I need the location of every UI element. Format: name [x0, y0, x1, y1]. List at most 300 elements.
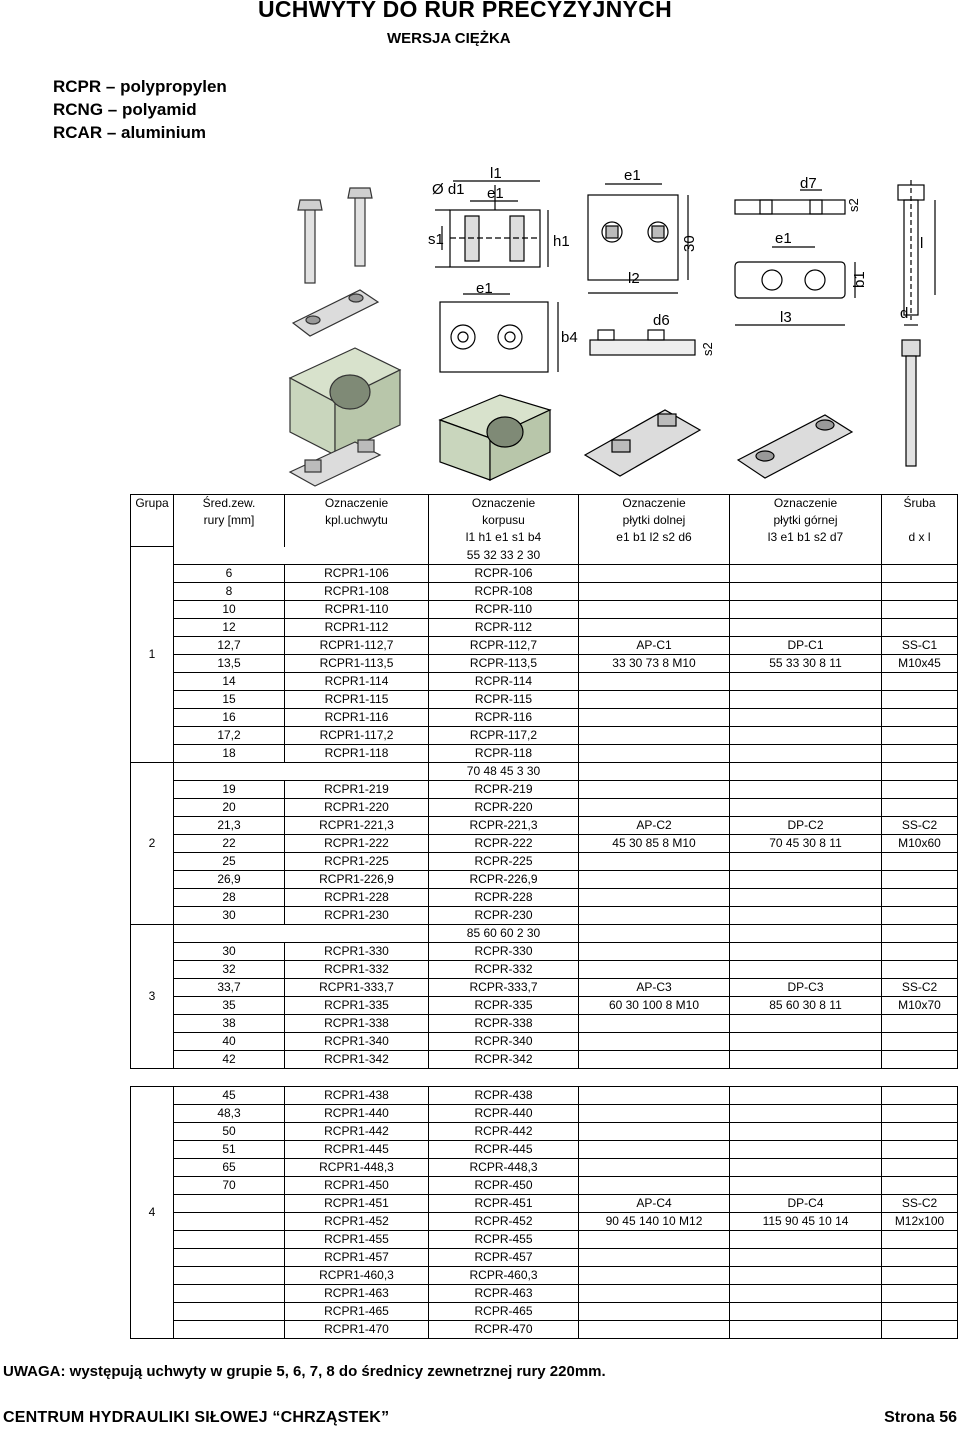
table-row [131, 1140, 958, 1158]
body-code-cell: RCPR-112 [429, 618, 579, 636]
screw-cell [882, 888, 958, 906]
bottom-plate-cell [579, 942, 730, 960]
bottom-plate-cell [579, 690, 730, 708]
body-dims-cell: 70 48 45 3 30 [429, 762, 579, 780]
dims-row [131, 547, 958, 565]
body-dims-cell: 55 32 33 2 30 [429, 547, 579, 565]
bottom-plate-cell [579, 1230, 730, 1248]
table-row [131, 1176, 958, 1194]
body-code-cell: RCPR-113,5 [429, 654, 579, 672]
set-code-cell: RCPR1-445 [285, 1140, 429, 1158]
material-item: RCPR – polypropylen [53, 77, 227, 96]
screw-cell [882, 1050, 958, 1068]
body-code-cell: RCPR-220 [429, 798, 579, 816]
header-cell: płytki górnej [730, 512, 882, 529]
header-cell: Oznaczenie [730, 495, 882, 513]
screw-cell [882, 1176, 958, 1194]
diameter-cell: 30 [174, 906, 285, 924]
set-code-cell: RCPR1-330 [285, 942, 429, 960]
table-row [131, 1014, 958, 1032]
header-cell: kpl.uchwytu [285, 512, 429, 529]
top-plate-cell [730, 870, 882, 888]
body-code-cell: RCPR-221,3 [429, 816, 579, 834]
header-row [131, 529, 958, 547]
set-code-cell: RCPR1-116 [285, 708, 429, 726]
table-row [131, 744, 958, 762]
table-row [131, 960, 958, 978]
diameter-cell: 32 [174, 960, 285, 978]
bottom-plate-cell [579, 1248, 730, 1266]
set-code-cell: RCPR1-455 [285, 1230, 429, 1248]
label-b4: b4 [561, 329, 578, 346]
diameter-cell [174, 1284, 285, 1302]
top-plate-cell: 115 90 45 10 14 [730, 1212, 882, 1230]
diameter-cell: 10 [174, 600, 285, 618]
table-row [131, 1086, 958, 1104]
diameter-cell: 40 [174, 1032, 285, 1050]
group-cell: 1 [131, 547, 174, 763]
top-plate-cell: DP-C2 [730, 816, 882, 834]
bottom-plate-cell [579, 708, 730, 726]
top-plate-cell: 85 60 30 8 11 [730, 996, 882, 1014]
screw-cell [882, 870, 958, 888]
table-row [131, 852, 958, 870]
bottom-plate-cell [579, 582, 730, 600]
label-e1: e1 [487, 185, 504, 202]
top-plate-drawing [735, 190, 855, 478]
top-plate-cell [730, 1140, 882, 1158]
top-plate-cell [730, 1302, 882, 1320]
header-cell: l3 e1 b1 s2 d7 [730, 529, 882, 547]
set-code-cell: RCPR1-222 [285, 834, 429, 852]
screw-cell [882, 600, 958, 618]
table-row [131, 636, 958, 654]
set-code-cell: RCPR1-335 [285, 996, 429, 1014]
set-code-cell: RCPR1-463 [285, 1284, 429, 1302]
screw-cell [882, 726, 958, 744]
bottom-plate-cell [579, 618, 730, 636]
diameter-cell [174, 1266, 285, 1284]
top-plate-cell [730, 582, 882, 600]
set-code-cell: RCPR1-220 [285, 798, 429, 816]
diameter-cell: 20 [174, 798, 285, 816]
bottom-plate-cell [579, 1284, 730, 1302]
top-plate-cell [730, 798, 882, 816]
bottom-plate-cell [579, 870, 730, 888]
header-cell: Śruba [882, 495, 958, 513]
top-plate-cell: 70 45 30 8 11 [730, 834, 882, 852]
screw-cell [882, 780, 958, 798]
set-code-cell: RCPR1-118 [285, 744, 429, 762]
screw-cell [882, 942, 958, 960]
diameter-cell: 22 [174, 834, 285, 852]
bottom-plate-cell [579, 726, 730, 744]
top-plate-cell [730, 888, 882, 906]
table-row [131, 1284, 958, 1302]
body-code-cell: RCPR-335 [429, 996, 579, 1014]
material-item: RCNG – polyamid [53, 100, 197, 119]
clamp-specification-table [130, 494, 958, 1339]
bottom-plate-cell [579, 1176, 730, 1194]
diameter-cell: 28 [174, 888, 285, 906]
screw-cell: SS-C1 [882, 636, 958, 654]
screw-cell: SS-C2 [882, 816, 958, 834]
set-code-cell: RCPR1-113,5 [285, 654, 429, 672]
diameter-cell: 14 [174, 672, 285, 690]
body-code-cell: RCPR-225 [429, 852, 579, 870]
label-l2: l2 [628, 270, 640, 287]
table-cell [730, 762, 882, 780]
screw-cell [882, 1248, 958, 1266]
body-code-cell: RCPR-108 [429, 582, 579, 600]
top-plate-cell [730, 906, 882, 924]
table-row [131, 708, 958, 726]
screw-cell [882, 1122, 958, 1140]
table-row [131, 1050, 958, 1068]
screw-cell [882, 798, 958, 816]
screw-cell [882, 744, 958, 762]
top-plate-cell [730, 564, 882, 582]
body-code-cell: RCPR-450 [429, 1176, 579, 1194]
body-section-drawing [435, 181, 558, 480]
screw-cell [882, 1302, 958, 1320]
bottom-plate-cell [579, 1158, 730, 1176]
diameter-cell: 65 [174, 1158, 285, 1176]
label-s2: s2 [700, 342, 715, 356]
top-plate-cell [730, 1158, 882, 1176]
body-code-cell: RCPR-332 [429, 960, 579, 978]
diameter-cell: 42 [174, 1050, 285, 1068]
table-cell [730, 924, 882, 942]
label-l3: l3 [780, 309, 792, 326]
set-code-cell: RCPR1-114 [285, 672, 429, 690]
table-cell [882, 547, 958, 565]
body-code-cell: RCPR-333,7 [429, 978, 579, 996]
bottom-plate-cell: AP-C4 [579, 1194, 730, 1212]
diameter-cell: 26,9 [174, 870, 285, 888]
set-code-cell: RCPR1-225 [285, 852, 429, 870]
label-d: d [900, 305, 909, 322]
top-plate-cell [730, 726, 882, 744]
body-code-cell: RCPR-222 [429, 834, 579, 852]
diameter-cell: 50 [174, 1122, 285, 1140]
table-row [131, 1266, 958, 1284]
set-code-cell: RCPR1-112,7 [285, 636, 429, 654]
bottom-plate-cell [579, 798, 730, 816]
header-cell [174, 529, 285, 547]
header-cell [285, 529, 429, 547]
note-text: UWAGA: występują uchwyty w grupie 5, 6, 7, 8 do średnicy zewnetrznej rury 220mm. [3, 1363, 606, 1380]
diameter-cell: 25 [174, 852, 285, 870]
table-cell [882, 762, 958, 780]
top-plate-cell [730, 1248, 882, 1266]
table-row [131, 996, 958, 1014]
table-cell [285, 547, 429, 565]
screw-cell: M10x60 [882, 834, 958, 852]
set-code-cell: RCPR1-230 [285, 906, 429, 924]
set-code-cell: RCPR1-457 [285, 1248, 429, 1266]
label-e1-plan: e1 [476, 280, 493, 297]
label-s2-top: s2 [846, 198, 861, 212]
label-h1: h1 [553, 233, 570, 250]
table-row [131, 834, 958, 852]
set-code-cell: RCPR1-221,3 [285, 816, 429, 834]
set-code-cell: RCPR1-451 [285, 1194, 429, 1212]
bottom-plate-cell [579, 744, 730, 762]
table-cell [285, 924, 429, 942]
diameter-cell: 19 [174, 780, 285, 798]
header-cell [131, 512, 174, 529]
screw-cell [882, 960, 958, 978]
diameter-cell: 12,7 [174, 636, 285, 654]
header-row [131, 512, 958, 529]
body-code-cell: RCPR-442 [429, 1122, 579, 1140]
set-code-cell: RCPR1-117,2 [285, 726, 429, 744]
bottom-plate-cell [579, 888, 730, 906]
label-l1: l1 [490, 165, 502, 182]
body-code-cell: RCPR-118 [429, 744, 579, 762]
bottom-plate-cell [579, 1122, 730, 1140]
header-cell: płytki dolnej [579, 512, 730, 529]
set-code-cell: RCPR1-342 [285, 1050, 429, 1068]
set-code-cell: RCPR1-442 [285, 1122, 429, 1140]
diameter-cell: 15 [174, 690, 285, 708]
body-code-cell: RCPR-438 [429, 1086, 579, 1104]
diameter-cell [174, 1320, 285, 1338]
diameter-cell: 18 [174, 744, 285, 762]
table-cell [730, 547, 882, 565]
table-row [131, 1320, 958, 1338]
set-code-cell: RCPR1-226,9 [285, 870, 429, 888]
diameter-cell: 70 [174, 1176, 285, 1194]
header-cell: l1 h1 e1 s1 b4 [429, 529, 579, 547]
clamp-assembly-illustration [290, 188, 400, 486]
set-code-cell: RCPR1-110 [285, 600, 429, 618]
screw-cell [882, 1320, 958, 1338]
table-cell [285, 762, 429, 780]
top-plate-cell [730, 672, 882, 690]
top-plate-cell [730, 744, 882, 762]
screw-cell [882, 690, 958, 708]
bottom-plate-cell [579, 1086, 730, 1104]
materials-list [53, 75, 227, 144]
screw-cell: M10x70 [882, 996, 958, 1014]
table-cell [579, 762, 730, 780]
body-code-cell: RCPR-114 [429, 672, 579, 690]
header-cell: Oznaczenie [285, 495, 429, 513]
body-code-cell: RCPR-465 [429, 1302, 579, 1320]
screw-cell: SS-C2 [882, 1194, 958, 1212]
screw-cell [882, 1158, 958, 1176]
top-plate-cell: DP-C4 [730, 1194, 882, 1212]
table-row [131, 726, 958, 744]
set-code-cell: RCPR1-440 [285, 1104, 429, 1122]
label-s1: s1 [428, 231, 444, 248]
table-row [131, 1248, 958, 1266]
set-code-cell: RCPR1-465 [285, 1302, 429, 1320]
dims-row [131, 762, 958, 780]
screw-cell: M10x45 [882, 654, 958, 672]
bottom-plate-cell [579, 960, 730, 978]
top-plate-cell [730, 780, 882, 798]
top-plate-cell [730, 1284, 882, 1302]
table-row [131, 672, 958, 690]
body-code-cell: RCPR-226,9 [429, 870, 579, 888]
drawings-area [0, 160, 960, 490]
top-plate-cell: DP-C3 [730, 978, 882, 996]
label-e1-top: e1 [775, 230, 792, 247]
header-row [131, 495, 958, 513]
table-row [131, 1230, 958, 1248]
diameter-cell: 45 [174, 1086, 285, 1104]
set-code-cell: RCPR1-115 [285, 690, 429, 708]
screw-cell [882, 582, 958, 600]
table-cell [174, 547, 285, 565]
screw-cell: SS-C2 [882, 978, 958, 996]
bottom-plate-cell: 60 30 100 8 M10 [579, 996, 730, 1014]
bottom-plate-cell [579, 600, 730, 618]
header-cell: e1 b1 l2 s2 d6 [579, 529, 730, 547]
body-code-cell: RCPR-106 [429, 564, 579, 582]
diameter-cell: 8 [174, 582, 285, 600]
screw-cell [882, 1266, 958, 1284]
table-row [131, 1302, 958, 1320]
set-code-cell: RCPR1-228 [285, 888, 429, 906]
table-row [131, 798, 958, 816]
diameter-cell: 35 [174, 996, 285, 1014]
bottom-plate-cell: 33 30 73 8 M10 [579, 654, 730, 672]
diameter-cell: 38 [174, 1014, 285, 1032]
body-code-cell: RCPR-470 [429, 1320, 579, 1338]
bottom-plate-cell: AP-C3 [579, 978, 730, 996]
table-row [131, 690, 958, 708]
diameter-cell: 21,3 [174, 816, 285, 834]
table-row [131, 942, 958, 960]
group-cell: 2 [131, 762, 174, 924]
bottom-plate-cell: AP-C1 [579, 636, 730, 654]
screw-cell [882, 564, 958, 582]
set-code-cell: RCPR1-460,3 [285, 1266, 429, 1284]
page-number: Strona 56 [884, 1409, 957, 1426]
material-item: RCAR – aluminium [53, 123, 207, 142]
bottom-plate-cell [579, 1014, 730, 1032]
diameter-cell: 48,3 [174, 1104, 285, 1122]
top-plate-cell [730, 1266, 882, 1284]
header-cell: d x l [882, 529, 958, 547]
screw-cell: M12x100 [882, 1212, 958, 1230]
table-cell [882, 924, 958, 942]
body-code-cell: RCPR-115 [429, 690, 579, 708]
body-code-cell: RCPR-230 [429, 906, 579, 924]
group-cell: 4 [131, 1086, 174, 1338]
group-gap [131, 1068, 958, 1086]
set-code-cell: RCPR1-338 [285, 1014, 429, 1032]
top-plate-cell [730, 708, 882, 726]
table-cell [174, 762, 285, 780]
diameter-cell: 33,7 [174, 978, 285, 996]
table-row [131, 618, 958, 636]
top-plate-cell: 55 33 30 8 11 [730, 654, 882, 672]
screw-cell [882, 906, 958, 924]
diameter-cell [174, 1194, 285, 1212]
label-30: 30 [681, 235, 698, 252]
header-cell [131, 529, 174, 547]
top-plate-cell [730, 1104, 882, 1122]
bottom-plate-cell [579, 780, 730, 798]
top-plate-cell [730, 960, 882, 978]
bottom-plate-cell [579, 672, 730, 690]
body-code-cell: RCPR-219 [429, 780, 579, 798]
header-cell: Oznaczenie [429, 495, 579, 513]
table-row [131, 816, 958, 834]
table-row [131, 1212, 958, 1230]
body-code-cell: RCPR-117,2 [429, 726, 579, 744]
diameter-cell [174, 1302, 285, 1320]
top-plate-cell [730, 1050, 882, 1068]
diameter-cell: 17,2 [174, 726, 285, 744]
bottom-plate-drawing [585, 184, 700, 476]
screw-cell [882, 618, 958, 636]
table-row [131, 906, 958, 924]
dims-row [131, 924, 958, 942]
set-code-cell: RCPR1-452 [285, 1212, 429, 1230]
body-code-cell: RCPR-440 [429, 1104, 579, 1122]
body-code-cell: RCPR-463 [429, 1284, 579, 1302]
screw-cell [882, 1032, 958, 1050]
set-code-cell: RCPR1-340 [285, 1032, 429, 1050]
table-row [131, 1158, 958, 1176]
set-code-cell: RCPR1-108 [285, 582, 429, 600]
header-cell [882, 512, 958, 529]
label-b1: b1 [851, 271, 868, 288]
screw-cell [882, 708, 958, 726]
top-plate-cell: DP-C1 [730, 636, 882, 654]
screw-cell [882, 1086, 958, 1104]
table-cell [579, 924, 730, 942]
table-row [131, 600, 958, 618]
body-code-cell: RCPR-330 [429, 942, 579, 960]
bottom-plate-cell [579, 1302, 730, 1320]
label-d7: d7 [800, 175, 817, 192]
top-plate-cell [730, 690, 882, 708]
diameter-cell: 12 [174, 618, 285, 636]
set-code-cell: RCPR1-333,7 [285, 978, 429, 996]
diameter-cell: 6 [174, 564, 285, 582]
screw-cell [882, 1284, 958, 1302]
gap-cell [131, 1068, 958, 1086]
screw-cell [882, 1140, 958, 1158]
bottom-plate-cell [579, 852, 730, 870]
header-cell: Oznaczenie [579, 495, 730, 513]
body-code-cell: RCPR-452 [429, 1212, 579, 1230]
page-subtitle: WERSJA CIĘŻKA [387, 30, 511, 47]
table-row [131, 582, 958, 600]
diameter-cell: 13,5 [174, 654, 285, 672]
table-row [131, 870, 958, 888]
bottom-plate-cell [579, 1140, 730, 1158]
body-code-cell: RCPR-460,3 [429, 1266, 579, 1284]
top-plate-cell [730, 1014, 882, 1032]
top-plate-cell [730, 942, 882, 960]
top-plate-cell [730, 1032, 882, 1050]
top-plate-cell [730, 1320, 882, 1338]
bottom-plate-cell [579, 1266, 730, 1284]
body-code-cell: RCPR-457 [429, 1248, 579, 1266]
body-code-cell: RCPR-448,3 [429, 1158, 579, 1176]
body-code-cell: RCPR-338 [429, 1014, 579, 1032]
set-code-cell: RCPR1-106 [285, 564, 429, 582]
screw-cell [882, 1014, 958, 1032]
